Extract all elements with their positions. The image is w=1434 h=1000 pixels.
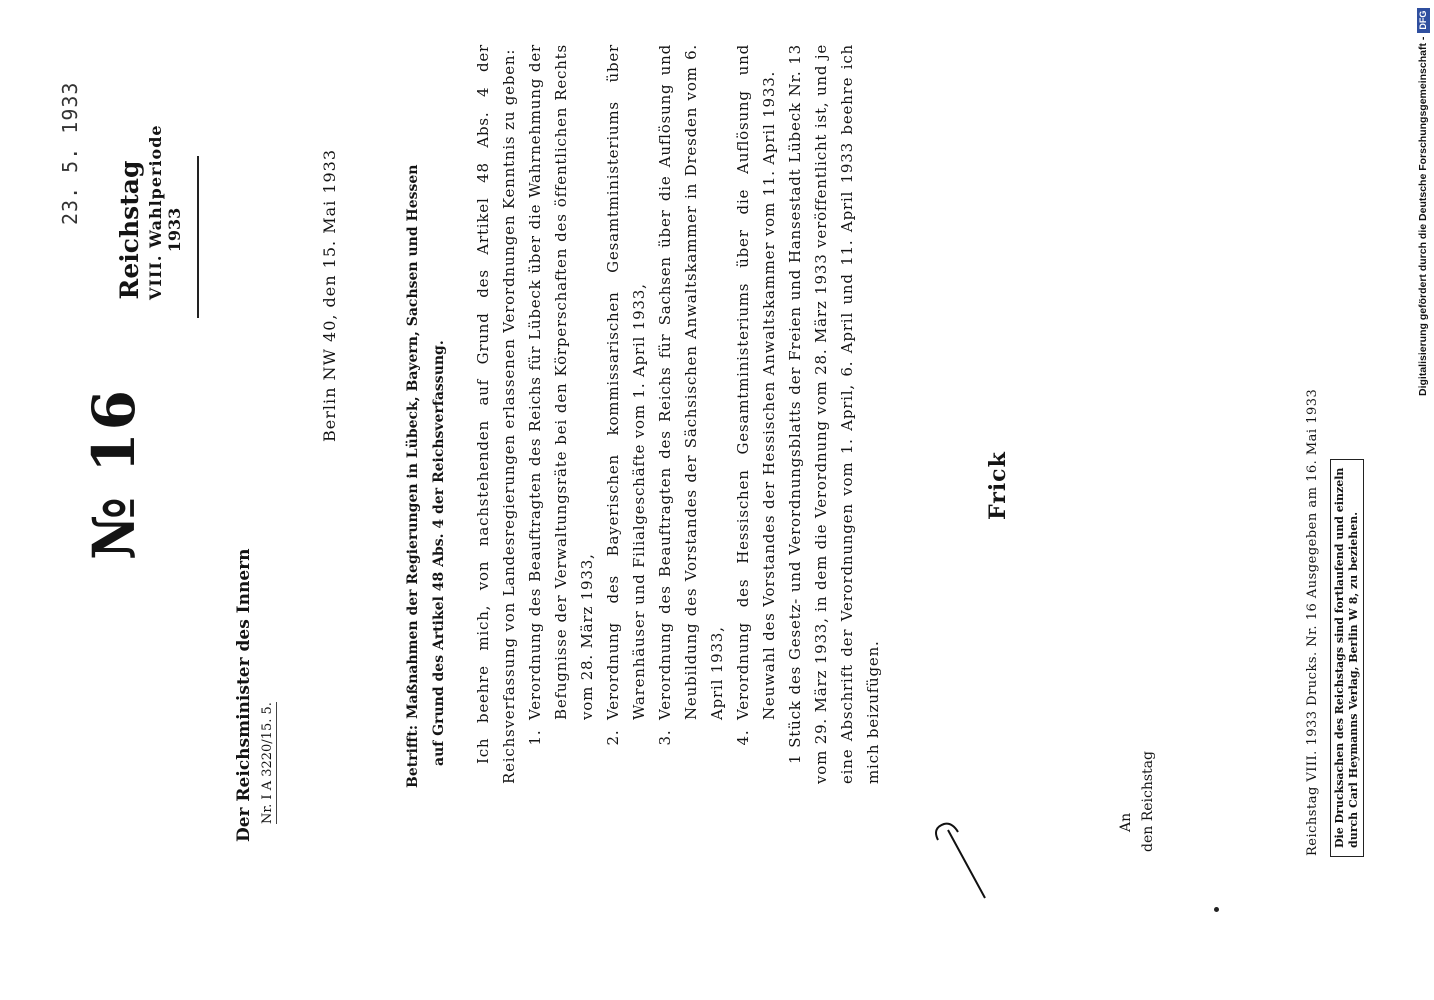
reichstag-year: 1933: [165, 207, 184, 253]
letter-body: [470, 44, 886, 784]
list-item: 3. Verordnung des Beauftragten des Reichs für Sachsen über die Auflösung und Neubildung des Vorstandes der Sächsischen Anwaltskammer in Dresden vom 6. April 1933,: [652, 44, 730, 724]
dfg-logo: DFG: [1417, 8, 1430, 33]
enclosure-paragraph: 1 Stück des Gesetz- und Verordnungsblatts der Freien und Hansestadt Lübeck Nr. 13 vom 29. März 1933, in dem die Verordnung vom 28. März 1933 veröffentlicht ist, und je eine Abschrift der Verordnungen vom 1. April, 6. April und 11. April 1933 beehre ich mich beizufügen.: [786, 44, 882, 784]
subject-line-1: Maßnahmen der Regierungen in Lübeck, Bayern, Sachsen und Hessen: [405, 164, 421, 719]
sender: Der Reichsminister des Innern: [234, 548, 254, 842]
digitization-credit: [1414, 6, 1432, 396]
list-item: 1. Verordnung des Beauftragten des Reichs für Lübeck über die Wahrnehmung der Befugnisse der Verwaltungsräte bei den Körperschaften des öffentlichen Rechts vom 28. März 1933,: [522, 44, 600, 724]
signature: Frick: [985, 451, 1011, 520]
pen-mark-icon: [930, 810, 990, 900]
addressee-line-2: den Reichstag: [1140, 751, 1156, 852]
credit-text: Digitalisierung gefördert durch die Deutsche Forschungsgemeinschaft -: [1417, 36, 1429, 396]
publisher-notice-line-1: Die Drucksachen des Reichstags sind fortlaufend und einzeln: [1333, 467, 1346, 848]
publisher-notice: [1330, 459, 1364, 857]
list-item: 2. Verordnung des Bayerischen kommissarischen Gesamtministeriums über Warenhäuser und Filialgeschäfte vom 1. April 1933,: [600, 44, 652, 724]
list-item: 4. Verordnung des Hessischen Gesamtministeriums über die Auflösung und Neuwahl des Vorstandes der Hessischen Anwaltskammer vom 11. April 1933.: [730, 44, 782, 724]
subject-line-2: auf Grund des Artikel 48 Abs. 4 der Reichsverfassung.: [431, 340, 447, 766]
reichstag-title: Reichstag: [115, 160, 144, 300]
reichstag-header: [115, 124, 184, 300]
sender-reference: Nr. I A 3220/15. 5.: [260, 702, 275, 824]
header-rule: [197, 156, 199, 318]
ink-dot: [1214, 907, 1219, 912]
publisher-notice-line-2: durch Carl Heymanns Verlag, Berlin W 8, zu beziehen.: [1347, 511, 1360, 848]
print-footer: Reichstag VIII. 1933 Drucks. Nr. 16 Ausgegeben am 16. Mai 1933: [1305, 388, 1320, 856]
place-and-date: Berlin NW 40, den 15. Mai 1933: [320, 148, 339, 442]
reichstag-period: VIII. Wahlperiode: [146, 124, 165, 300]
ordinance-list: [522, 44, 782, 784]
received-date-stamp: 23. 5. 1933: [58, 81, 82, 225]
addressee: [1115, 751, 1159, 852]
addressee-line-1: An: [1118, 812, 1134, 832]
intro-paragraph: Ich beehre mich, von nachstehenden auf Grund des Artikel 48 Abs. 4 der Reichsverfassung von Landesregierungen erlassenen Verordnungen Kenntnis zu geben:: [474, 44, 518, 784]
document-number: № 16: [80, 388, 148, 560]
subject-block: [400, 165, 452, 788]
subject-label: Betrifft:: [405, 724, 421, 788]
